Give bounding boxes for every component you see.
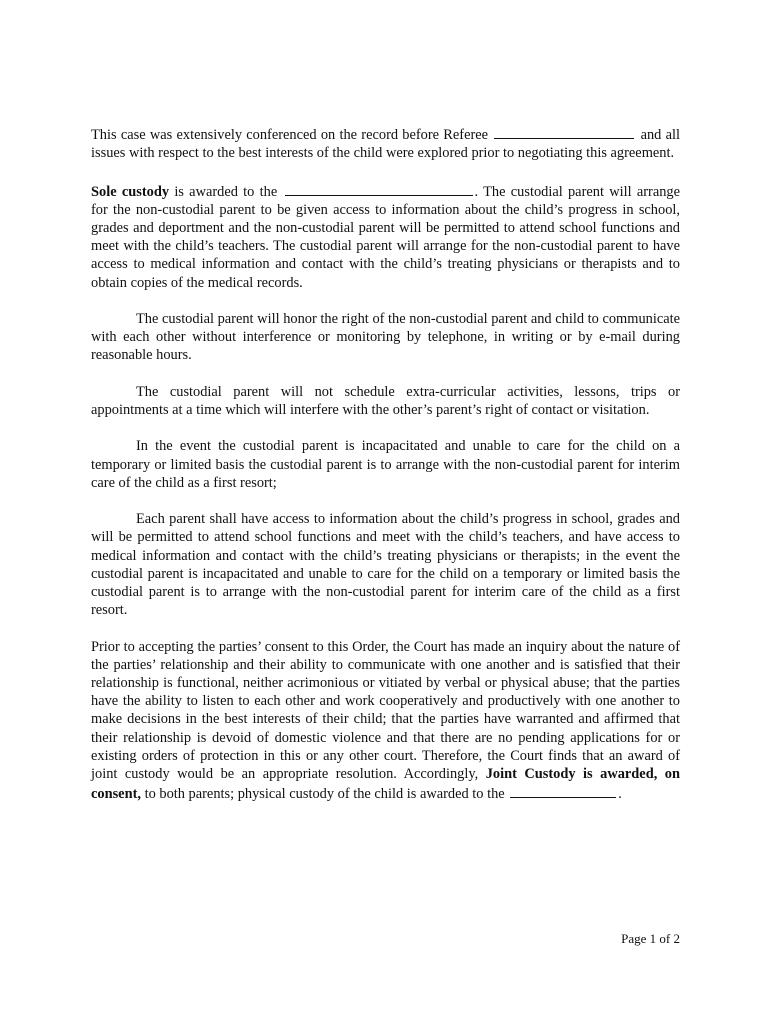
joint-custody-heading: Joint Custody is awarded, on consent, — [91, 766, 680, 803]
referee-text-end: and all issues with respect to the best interests of the child were explored prior to negotiating this agreement. — [91, 127, 680, 162]
referee-text-start: This case was extensively conferenced on the record before Referee — [91, 127, 489, 143]
sole-custody-heading: Sole custody — [91, 183, 170, 200]
joint-custody-text-start: Prior to accepting the parties’ consent to this Order, the Court has made an inquiry about the nature of the parties’ relationship and their ability to communicate with one another and is satisfied that their relationship is functional, neither acrimonious or vitiated by verbal or physical abuse; that the parties have the ability to listen to each other and work cooperatively and productively with one another to make decisions in the best interests of their child; that the parties have warranted and affirmed that their relationship is devoid of domestic violence and that there are no pending applications for or existing orders of protection in this or any other court. Therefore, the Court finds that an award of joint custody would be an appropriate resolution. Accordingly, — [91, 638, 680, 783]
page-number: Page 1 of 2 — [621, 931, 680, 946]
physical-custody-parent-blank[interactable] — [510, 783, 616, 798]
sole-custody-text-end: . The custodial parent will arrange for the non-custodial parent to be given access to information about the child’s progress in school, grades and deportment and the non-custodial parent will be permitted to attend school functions and meet with the child’s teachers. The custodial parent will arrange for the non-custodial parent to have access to medical information and contact with the child’s treating physicians or therapists and to obtain copies of the medical records. — [91, 183, 681, 291]
incapacity-paragraph: In the event the custodial parent is incapacitated and unable to care for the child on a temporary or limited basis the custodial parent is to arrange with the non-custodial parent for interim care of the child as a first resort; — [91, 438, 680, 491]
joint-custody-paragraph — [91, 638, 680, 804]
document-body — [91, 124, 680, 822]
activities-paragraph: The custodial parent will not schedule extra-curricular activities, lessons, trips or appointments at a time which will interfere with the other’s parent’s right of contact or visitation. — [91, 383, 680, 418]
access-paragraph: Each parent shall have access to information about the child’s progress in school, grades and will be permitted to attend school functions and meet with the child’s teachers, and have access to medical information and contact with the child’s treating physicians or therapists; in the event the custodial parent is incapacitated and unable to care for the child on a temporary or limited basis the custodial parent is to arrange with the non-custodial parent for interim care of the child as a first resort. — [91, 511, 680, 619]
sole-custody-paragraph — [91, 181, 680, 292]
communication-paragraph: The custodial parent will honor the right of the non-custodial parent and child to communicate with each other without interference or monitoring by telephone, in writing or by e-mail during reasonable hours. — [91, 311, 680, 364]
referee-paragraph — [91, 124, 680, 162]
sole-custody-text-start: is awarded to the — [174, 183, 278, 200]
referee-name-blank[interactable] — [494, 124, 634, 139]
joint-custody-text-mid: to both parents; physical custody of the child is awarded to the — [144, 786, 505, 803]
joint-custody-text-end: . — [618, 786, 622, 803]
sole-custody-parent-blank[interactable] — [285, 181, 473, 196]
